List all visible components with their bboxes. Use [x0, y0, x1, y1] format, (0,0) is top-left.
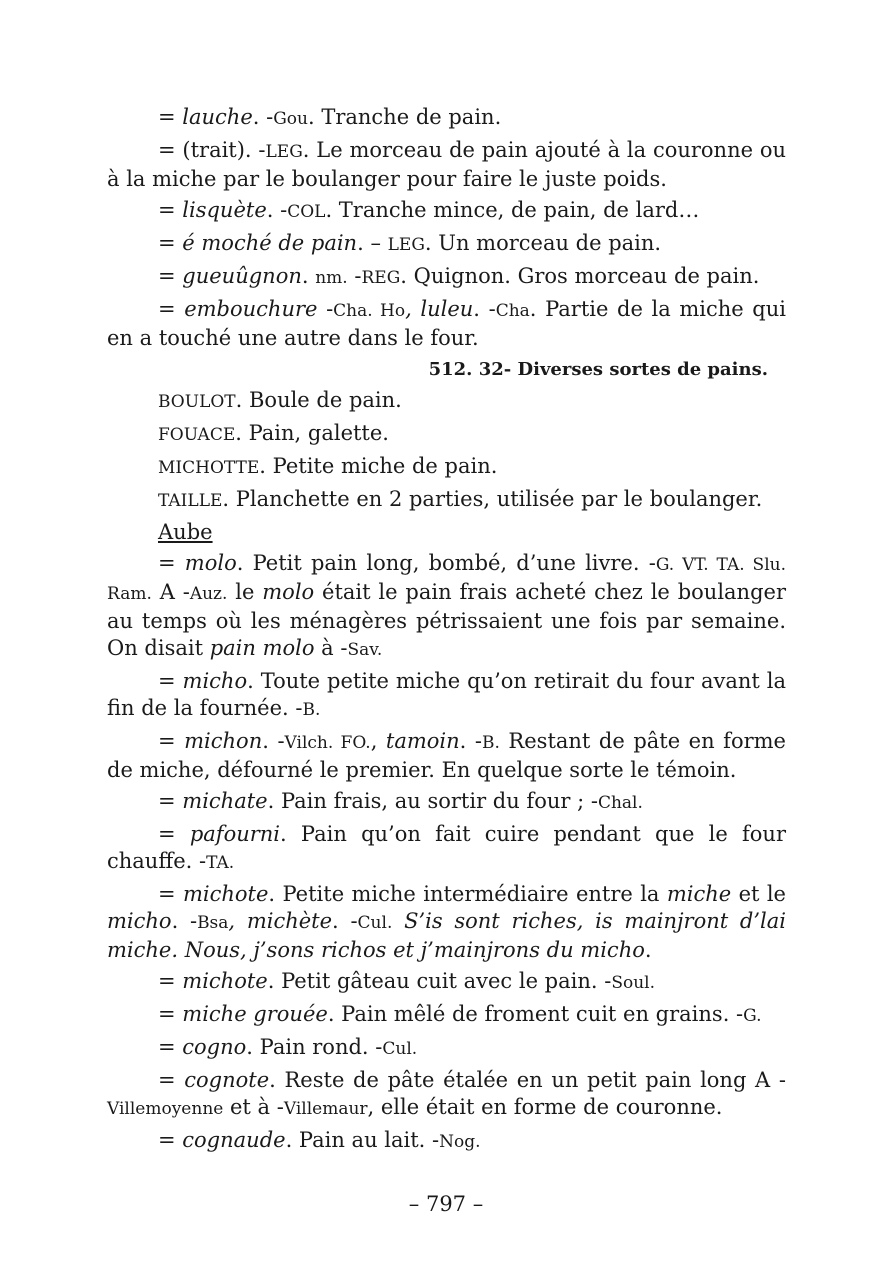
term-fouace: FOUACE. Pain, galette. [158, 421, 389, 445]
entry-lisquete: = lisquète. -COL. Tranche mince, de pain, de lard… [158, 198, 700, 222]
term-boulot: BOULOT. Boule de pain. [158, 388, 402, 412]
entry-michate: = michate. Pain frais, au sortir du four ; -Chal. [158, 789, 643, 813]
page-body [107, 104, 786, 1160]
entry-cogno: = cogno. Pain rond. -Cul. [158, 1035, 418, 1059]
entry-michote-1: = michote. Petite miche intermédiaire entre la miche et le micho. -Bsa, michète. -Cul. S’is sont riches, is mainjront d’lai miche. Nous, j’sons richos et j’mainjrons du micho. [107, 882, 786, 962]
entry-embouchure: = embouchure -Cha. Ho, luleu. -Cha. Partie de la miche qui en a touché une autre dans le four. [107, 297, 786, 350]
region-label: Aube [158, 520, 213, 544]
entry-trait: = (trait). -LEG. Le morceau de pain ajouté à la couronne ou à la miche par le boulanger pour faire le juste poids. [107, 138, 787, 191]
entry-micho: = micho. Toute petite miche qu’on retirait du four avant la fin de la fournée. -B. [107, 669, 786, 720]
term-michotte: MICHOTTE. Petite miche de pain. [158, 454, 498, 478]
page-number: – 797 – [408, 1192, 484, 1216]
section-heading: 512. 32- Diverses sortes de pains. [428, 359, 768, 380]
entry-molo: = molo. Petit pain long, bombé, d’une livre. -G. VT. TA. Slu. Ram. A -Auz. le molo était le pain frais acheté chez le boulanger au temps où les ménagères pétrissaient une fois par semaine. On disait pain molo à -Sav. [107, 551, 786, 660]
entry-michon: = michon. -Vilch. FO., tamoin. -B. Restant de pâte en forme de miche, défourné le premier. En quelque sorte le témoin. [107, 729, 786, 782]
entry-pafourni: = pafourni. Pain qu’on fait cuire pendant que le four chauffe. -TA. [107, 822, 786, 873]
entry-cognaude: = cognaude. Pain au lait. -Nog. [158, 1128, 481, 1152]
entry-gueugnon: = gueuûgnon. nm. -REG. Quignon. Gros morceau de pain. [158, 264, 760, 288]
entry-miche-grouee: = miche grouée. Pain mêlé de froment cuit en grains. -G. [158, 1002, 762, 1026]
entry-e-moche: = é moché de pain. – LEG. Un morceau de pain. [158, 231, 662, 255]
entry-michote-2: = michote. Petit gâteau cuit avec le pain. -Soul. [158, 969, 656, 993]
term-taille: TAILLE. Planchette en 2 parties, utilisée par le boulanger. [158, 487, 763, 511]
entry-cognote: = cognote. Reste de pâte étalée en un petit pain long A -Villemoyenne et à -Villemaur, elle était en forme de couronne. [107, 1068, 786, 1119]
entry-lauche: = lauche. -Gou. Tranche de pain. [158, 105, 502, 129]
